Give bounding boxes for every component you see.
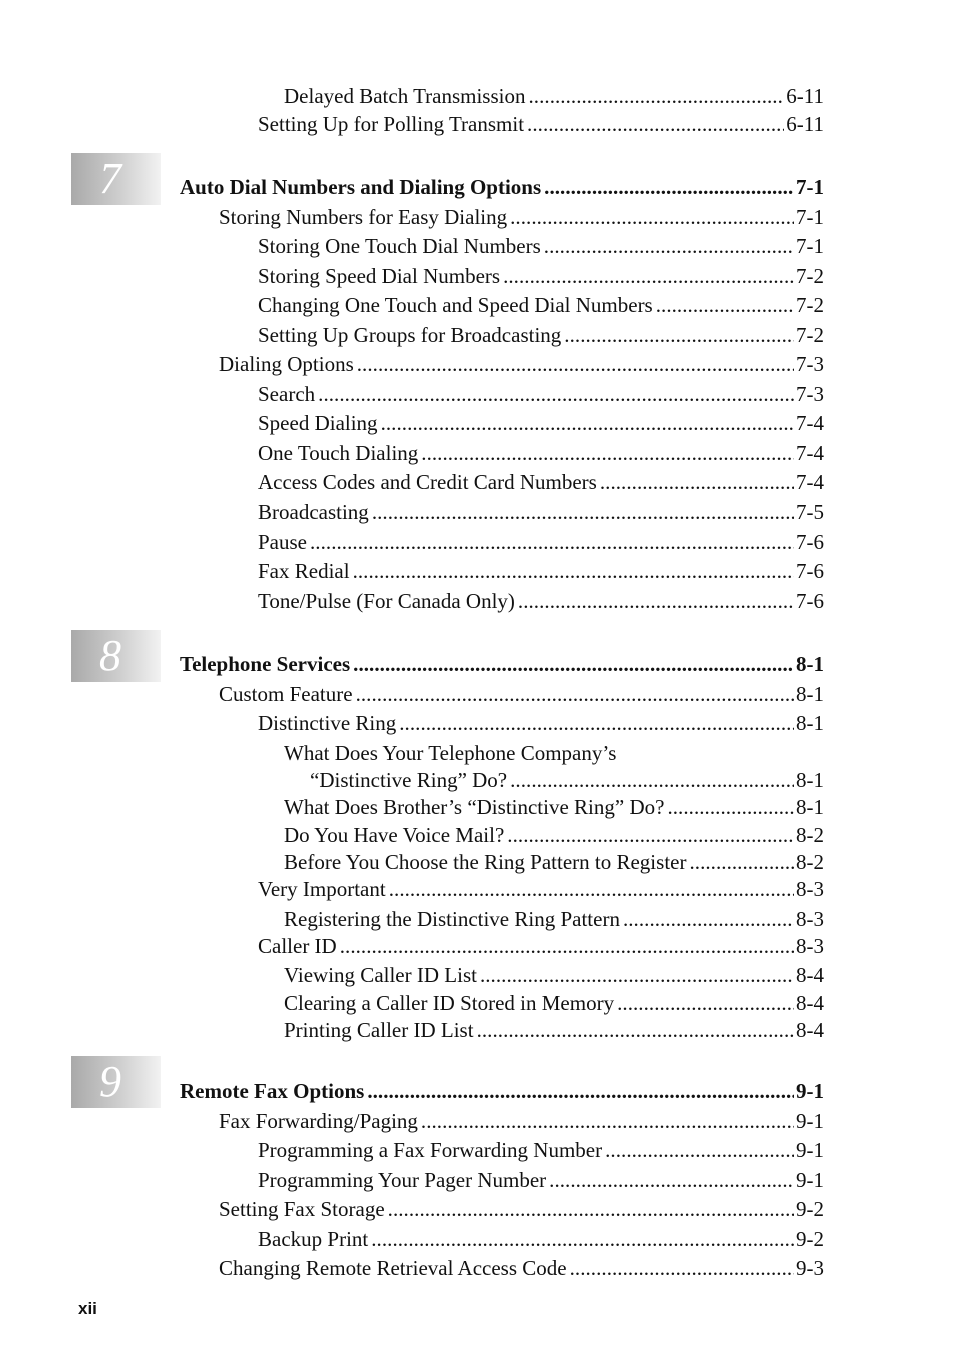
toc-entry[interactable] [284, 795, 824, 819]
toc-entry-title: Custom Feature [219, 682, 353, 706]
toc-entry[interactable] [258, 382, 824, 406]
toc-entry-page: 8-4 [796, 1018, 824, 1042]
toc-entry-title: Fax Redial [258, 559, 350, 583]
toc-entry-page: 7-1 [796, 175, 824, 199]
dot-leader [381, 411, 794, 435]
toc-entry-page: 7-1 [796, 234, 824, 258]
toc-entry[interactable] [258, 877, 824, 901]
toc-entry-title: Before You Choose the Ring Pattern to Register [284, 850, 687, 874]
toc-entry[interactable] [284, 741, 824, 765]
toc-entry-page: 8-1 [796, 652, 824, 676]
toc-entry-page: 7-6 [796, 530, 824, 554]
toc-entry-page: 8-3 [796, 877, 824, 901]
toc-entry[interactable] [258, 934, 824, 958]
toc-entry-title: Fax Forwarding/Paging [219, 1109, 418, 1133]
toc-entry-title: Registering the Distinctive Ring Pattern [284, 907, 620, 931]
toc-entry-page: 7-2 [796, 293, 824, 317]
toc-entry-page: 9-1 [796, 1138, 824, 1162]
toc-entry[interactable] [258, 1227, 824, 1251]
dot-leader [623, 907, 794, 931]
toc-entry-title: Tone/Pulse (For Canada Only) [258, 589, 515, 613]
toc-entry[interactable] [258, 293, 824, 317]
dot-leader [510, 768, 794, 792]
chapter-tab-9 [71, 1056, 161, 1108]
dot-leader [372, 500, 794, 524]
toc-entry[interactable] [219, 1109, 824, 1133]
chapter-tab-8 [71, 630, 161, 682]
toc-entry-page: 7-3 [796, 352, 824, 376]
dot-leader [357, 352, 794, 376]
toc-entry-page: 8-2 [796, 823, 824, 847]
toc-entry-page: 8-4 [796, 991, 824, 1015]
dot-leader [340, 934, 794, 958]
toc-entry-title: Search [258, 382, 316, 406]
toc-entry-title: Caller ID [258, 934, 337, 958]
toc-entry-title: Storing Speed Dial Numbers [258, 264, 501, 288]
toc-entry[interactable] [284, 1018, 824, 1042]
dot-leader [544, 234, 794, 258]
toc-entry-title: What Does Your Telephone Company’s [284, 741, 617, 765]
page-number: xii [78, 1299, 97, 1318]
toc-entry-title: Remote Fax Options [180, 1079, 365, 1103]
toc-entry-page: 8-1 [796, 795, 824, 819]
dot-leader [564, 323, 794, 347]
toc-entry-page: 7-5 [796, 500, 824, 524]
dot-leader [600, 470, 794, 494]
dot-leader [570, 1256, 794, 1280]
toc-entry[interactable] [258, 589, 824, 613]
toc-entry-page: 8-1 [796, 768, 824, 792]
toc-entry-page: 7-1 [796, 205, 824, 229]
toc-entry-title: Programming a Fax Forwarding Number [258, 1138, 603, 1162]
toc-entry-title: What Does Brother’s “Distinctive Ring” Do? [284, 795, 665, 819]
toc-entry-page: 7-2 [796, 323, 824, 347]
toc-entry[interactable] [258, 500, 824, 524]
toc-entry[interactable] [258, 530, 824, 554]
toc-entry[interactable] [258, 323, 824, 347]
toc-entry[interactable] [284, 850, 824, 874]
dot-leader [667, 795, 794, 819]
toc-entry-title: Backup Print [258, 1227, 369, 1251]
chapter-number: 9 [99, 1057, 121, 1106]
toc-entry-title: Telephone Services [180, 652, 351, 676]
dot-leader [507, 823, 794, 847]
dot-leader [477, 1018, 794, 1042]
dot-leader [549, 1168, 794, 1192]
toc-entry-page: 7-4 [796, 411, 824, 435]
toc-entry-title: Setting Fax Storage [219, 1197, 385, 1221]
dot-leader [503, 264, 794, 288]
toc-chapter-heading[interactable] [180, 652, 824, 676]
toc-entry-title: Changing One Touch and Speed Dial Numbers [258, 293, 653, 317]
toc-entry-page: 7-2 [796, 264, 824, 288]
toc-entry-title: Auto Dial Numbers and Dialing Options [180, 175, 542, 199]
dot-leader [617, 991, 794, 1015]
toc-entry-title: Dialing Options [219, 352, 354, 376]
toc-entry[interactable] [284, 963, 824, 987]
chapter-number: 7 [99, 154, 121, 203]
toc-entry-title: One Touch Dialing [258, 441, 419, 465]
toc-chapter-heading[interactable] [180, 1079, 824, 1103]
toc-entry-page: 8-4 [796, 963, 824, 987]
toc-entry-title: Pause [258, 530, 307, 554]
toc-entry-title: Setting Up for Polling Transmit [258, 112, 525, 136]
toc-entry-page: 7-3 [796, 382, 824, 406]
dot-leader [421, 441, 794, 465]
toc-entry[interactable] [284, 991, 824, 1015]
toc-entry[interactable] [258, 234, 824, 258]
toc-entry-page: 9-2 [796, 1227, 824, 1251]
toc-entry-title: Access Codes and Credit Card Numbers [258, 470, 597, 494]
toc-entry-page: 7-4 [796, 470, 824, 494]
toc-entry-title: Do You Have Voice Mail? [284, 823, 505, 847]
dot-leader [388, 1197, 794, 1221]
toc-entry-page: 9-1 [796, 1079, 824, 1103]
dot-leader [527, 112, 784, 136]
toc-entry-page: 8-1 [796, 682, 824, 706]
toc-entry[interactable] [284, 84, 824, 108]
toc-entry[interactable] [219, 1197, 824, 1221]
dot-leader [544, 175, 794, 199]
dot-leader [353, 559, 794, 583]
toc-entry-page: 6-11 [786, 84, 824, 108]
toc-entry-title: Changing Remote Retrieval Access Code [219, 1256, 567, 1280]
toc-entry[interactable] [284, 823, 824, 847]
chapter-number: 8 [99, 631, 121, 680]
toc-entry[interactable] [219, 1256, 824, 1280]
toc-entry-title: Storing Numbers for Easy Dialing [219, 205, 508, 229]
dot-leader [529, 84, 785, 108]
dot-leader [656, 293, 794, 317]
toc-entry[interactable] [219, 205, 824, 229]
toc-entry[interactable] [219, 682, 824, 706]
toc-entry-page: 9-1 [796, 1168, 824, 1192]
toc-entry-title: Setting Up Groups for Broadcasting [258, 323, 562, 347]
toc-entry-page: 7-4 [796, 441, 824, 465]
toc-chapter-heading[interactable] [180, 175, 824, 199]
toc-entry[interactable] [258, 441, 824, 465]
toc-entry-page: 8-3 [796, 934, 824, 958]
toc-entry[interactable] [310, 768, 824, 792]
dot-leader [389, 877, 794, 901]
toc-entry[interactable] [258, 1168, 824, 1192]
toc-entry-page: 8-3 [796, 907, 824, 931]
dot-leader [356, 682, 794, 706]
dot-leader [367, 1079, 794, 1103]
toc-entry-page: 8-1 [796, 711, 824, 735]
toc-entry[interactable] [219, 352, 824, 376]
toc-entry[interactable] [258, 559, 824, 583]
toc-entry-title: Very Important [258, 877, 386, 901]
dot-leader [480, 963, 794, 987]
toc-entry-title: Printing Caller ID List [284, 1018, 474, 1042]
toc-entry-page: 8-2 [796, 850, 824, 874]
dot-leader [689, 850, 794, 874]
toc-entry[interactable] [258, 1138, 824, 1162]
dot-leader [605, 1138, 794, 1162]
toc-entry-title: Distinctive Ring [258, 711, 397, 735]
toc-entry[interactable] [258, 711, 824, 735]
toc-entry-title: Broadcasting [258, 500, 369, 524]
toc-entry-title: Delayed Batch Transmission [284, 84, 526, 108]
toc-entry-title: Speed Dialing [258, 411, 378, 435]
dot-leader [510, 205, 794, 229]
toc-entry-title: “Distinctive Ring” Do? [310, 768, 508, 792]
toc-entry-page: 7-6 [796, 559, 824, 583]
toc-entry[interactable] [258, 411, 824, 435]
toc-entry-page: 9-3 [796, 1256, 824, 1280]
toc-entry-title: Viewing Caller ID List [284, 963, 477, 987]
dot-leader [353, 652, 794, 676]
toc-entry-title: Storing One Touch Dial Numbers [258, 234, 541, 258]
chapter-tab-7 [71, 153, 161, 205]
toc-entry-title: Clearing a Caller ID Stored in Memory [284, 991, 615, 1015]
toc-entry[interactable] [258, 264, 824, 288]
toc-entry-title: Programming Your Pager Number [258, 1168, 547, 1192]
dot-leader [310, 530, 794, 554]
toc-entry-page: 9-2 [796, 1197, 824, 1221]
dot-leader [399, 711, 794, 735]
dot-leader [518, 589, 794, 613]
toc-entry[interactable] [284, 907, 824, 931]
toc-entry-page: 9-1 [796, 1109, 824, 1133]
toc-entry[interactable] [258, 470, 824, 494]
dot-leader [421, 1109, 794, 1133]
dot-leader [371, 1227, 794, 1251]
toc-entry-page: 7-6 [796, 589, 824, 613]
toc-entry-page: 6-11 [786, 112, 824, 136]
dot-leader [318, 382, 794, 406]
toc-entry[interactable] [258, 112, 824, 136]
